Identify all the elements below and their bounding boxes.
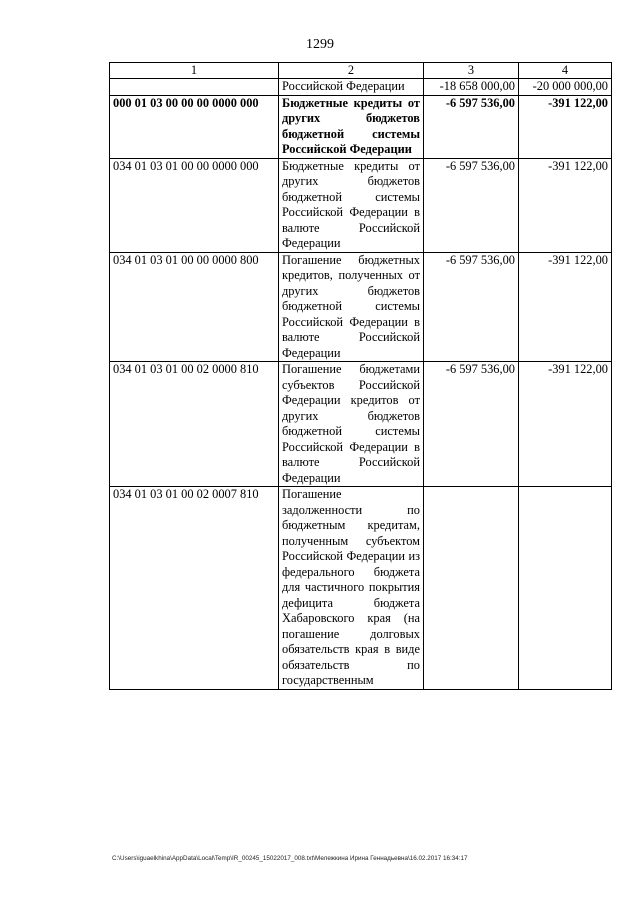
table-header-row (110, 63, 612, 79)
row-amount-col3: -6 597 536,00 (424, 252, 519, 362)
table-row (110, 487, 612, 690)
table-row (110, 252, 612, 362)
table-row (110, 79, 612, 96)
row-code: 034 01 03 01 00 02 0000 810 (110, 362, 279, 487)
row-code: 034 01 03 01 00 00 0000 800 (110, 252, 279, 362)
column-header-1: 1 (110, 63, 279, 79)
row-code (110, 79, 279, 96)
row-name: Российской Федерации (279, 79, 424, 96)
column-header-4: 4 (519, 63, 612, 79)
row-name: Погашение бюджетами субъектов Российской Федерации кредитов от других бюджетов бюджетной системы Российской Федерации в валюте Российской Федерации (279, 362, 424, 487)
row-name: Бюджетные кредиты от других бюджетов бюджетной системы Российской Федерации в валюте Российской Федерации (279, 158, 424, 252)
column-header-3: 3 (424, 63, 519, 79)
budget-table (109, 62, 612, 690)
row-code: 034 01 03 01 00 02 0007 810 (110, 487, 279, 690)
table-row (110, 158, 612, 252)
row-amount-col4: -391 122,00 (519, 158, 612, 252)
table-row (110, 95, 612, 158)
row-name: Погашение задолженности по бюджетным кредитам, полученным субъектом Российской Федерации из федерального бюджета для частичного покрытия дефицита бюджета Хабаровского края (на погашение долговых обязательств края в виде обязательств по государственным (279, 487, 424, 690)
row-code: 000 01 03 00 00 00 0000 000 (110, 95, 279, 158)
row-amount-col4: -391 122,00 (519, 95, 612, 158)
row-code: 034 01 03 01 00 00 0000 000 (110, 158, 279, 252)
row-amount-col3: -6 597 536,00 (424, 362, 519, 487)
table-row (110, 362, 612, 487)
row-amount-col3: -6 597 536,00 (424, 158, 519, 252)
row-amount-col4: -20 000 000,00 (519, 79, 612, 96)
row-amount-col4: -391 122,00 (519, 362, 612, 487)
row-name: Погашение бюджетных кредитов, полученных от других бюджетов бюджетной системы Российской Федерации в валюте Российской Федерации (279, 252, 424, 362)
row-name: Бюджетные кредиты от других бюджетов бюджетной системы Российской Федерации (279, 95, 424, 158)
column-header-2: 2 (279, 63, 424, 79)
row-amount-col3: -18 658 000,00 (424, 79, 519, 96)
row-amount-col4: -391 122,00 (519, 252, 612, 362)
page-number: 1299 (306, 37, 334, 52)
row-amount-col3: -6 597 536,00 (424, 95, 519, 158)
row-amount-col4 (519, 487, 612, 690)
row-amount-col3 (424, 487, 519, 690)
footer-file-path: C:\Users\iguaelkhina\AppData\Local\Temp\IR_00245_15022017_008.txt\Мележкина Ирина Геннадьевна\16.02.2017 16:34:17 (112, 855, 468, 862)
